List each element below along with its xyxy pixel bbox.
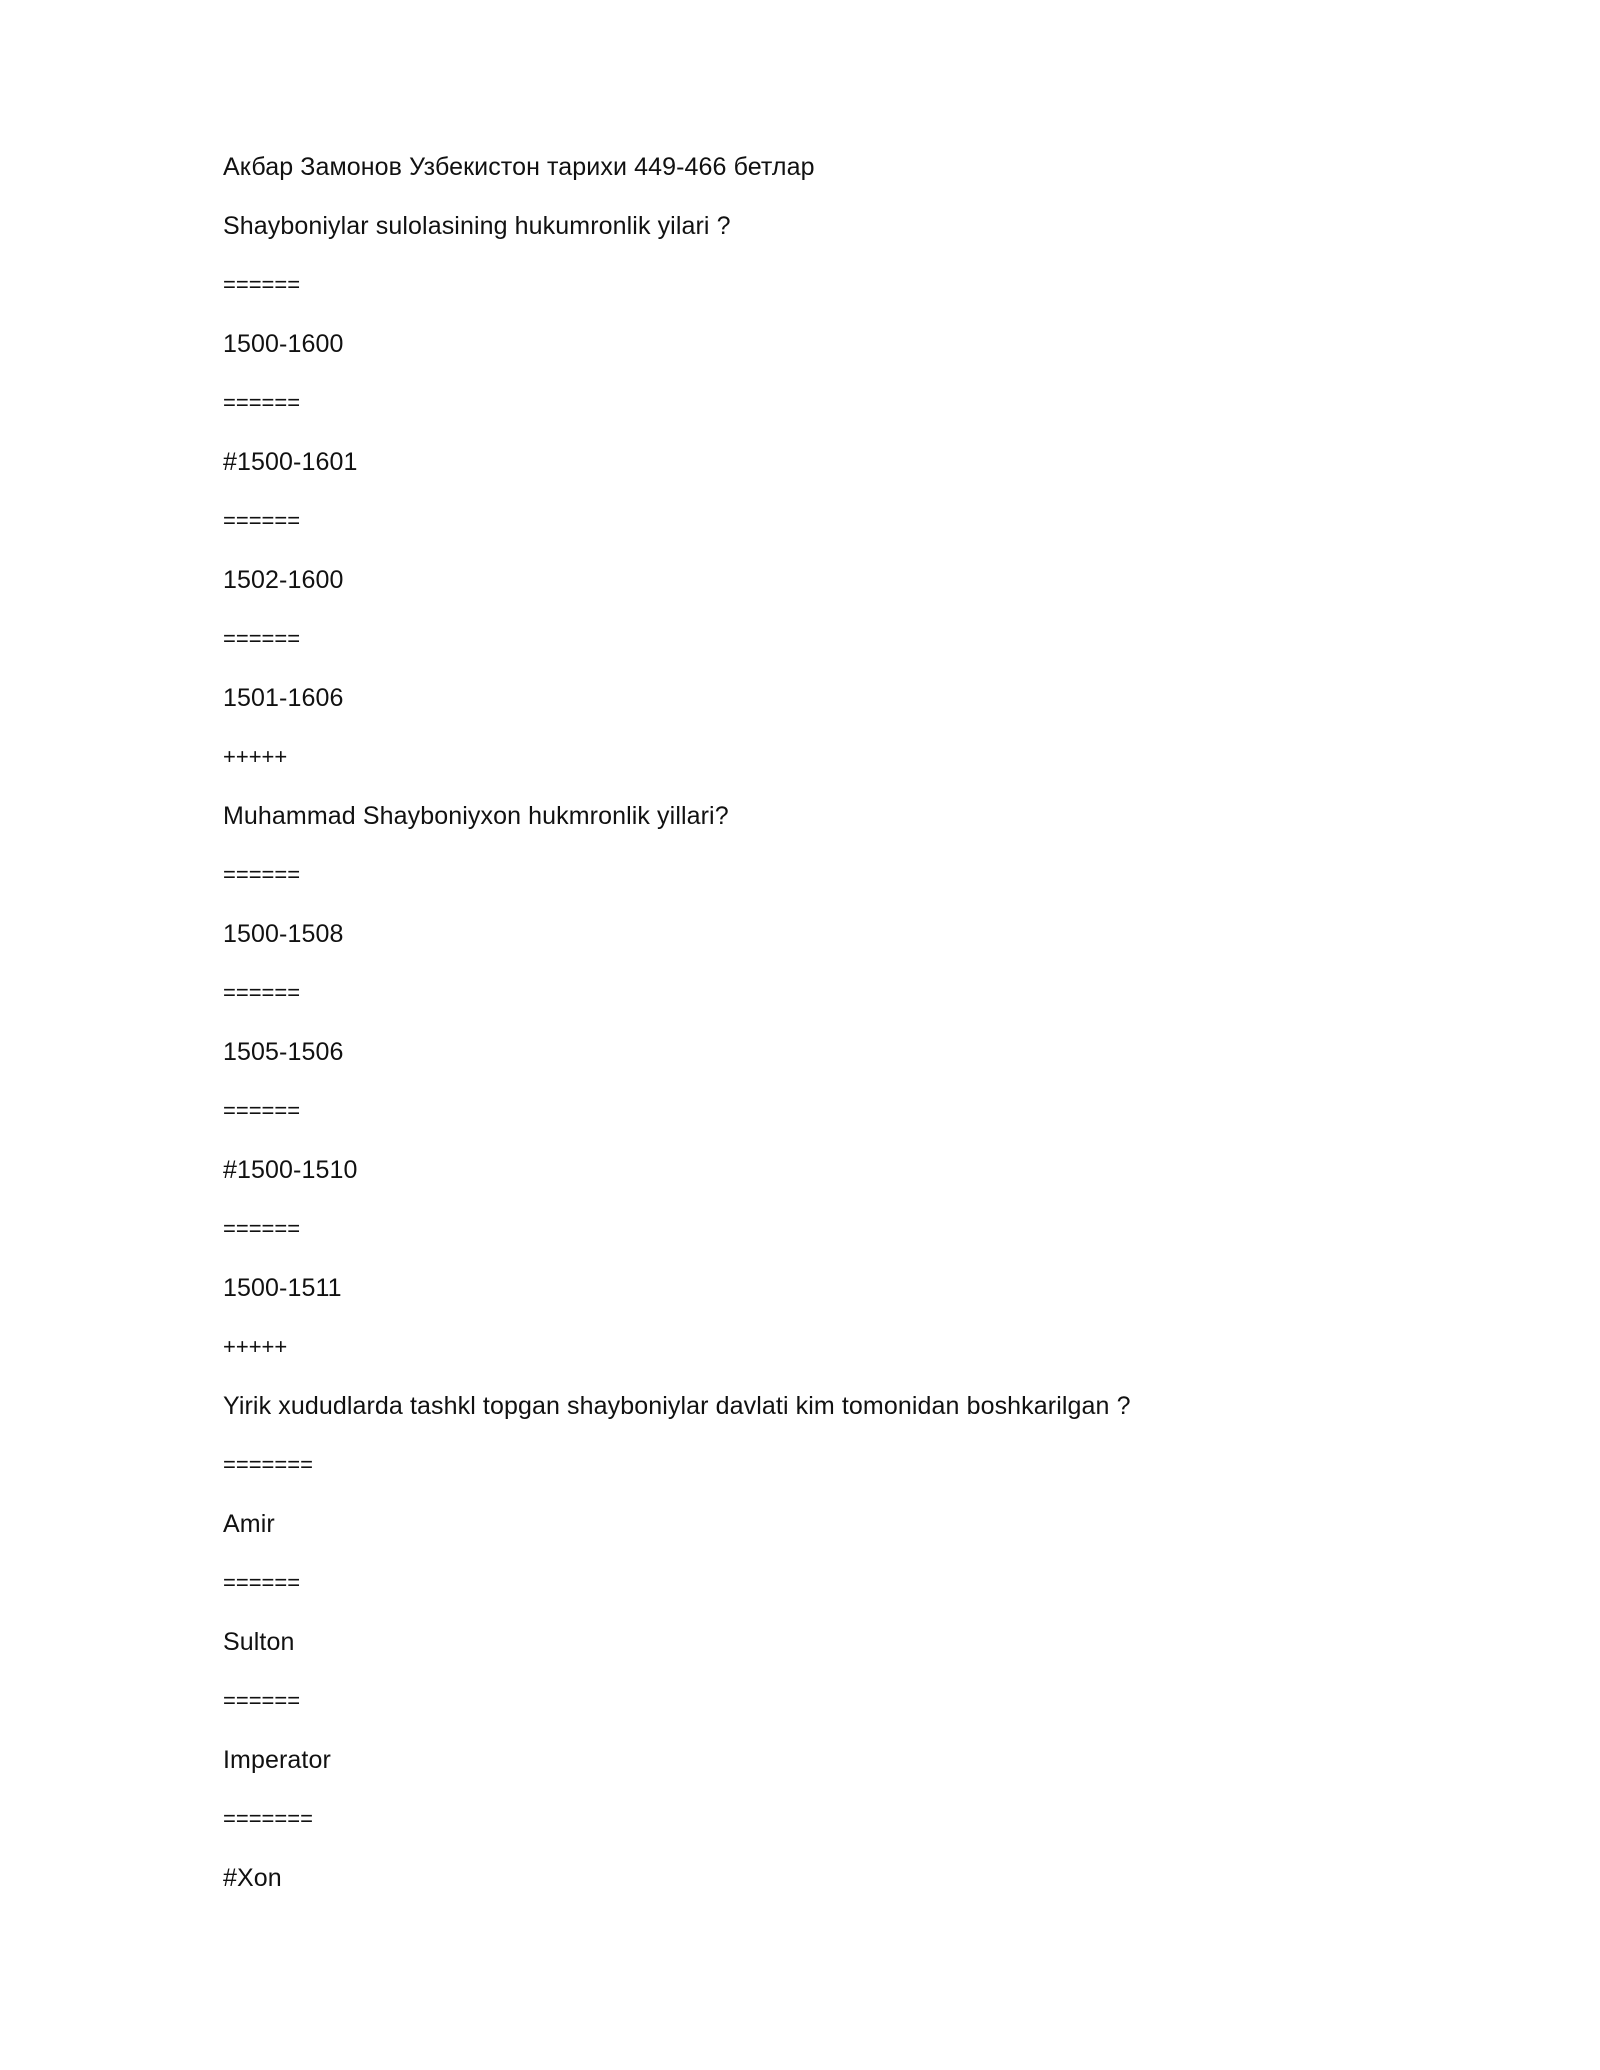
separator: ====== xyxy=(223,390,301,415)
question-separator: +++++ xyxy=(223,744,288,769)
document-body xyxy=(223,145,1473,1915)
answer-option: 1500-1508 xyxy=(223,920,344,948)
answer-option-correct: #1500-1601 xyxy=(223,448,358,476)
answer-option: Sulton xyxy=(223,1628,295,1656)
document-title: Акбар Замонов Узбекистон тарихи 449-466 бетлар xyxy=(223,153,815,181)
question-separator: +++++ xyxy=(223,1334,288,1359)
answer-option: 1500-1600 xyxy=(223,330,344,358)
answer-option: Imperator xyxy=(223,1746,331,1774)
answer-option: 1501-1606 xyxy=(223,684,344,712)
separator: ====== xyxy=(223,862,301,887)
separator: ====== xyxy=(223,272,301,297)
question-2: Muhammad Shayboniyxon hukmronlik yillari? xyxy=(223,802,729,830)
answer-option-correct: #Xon xyxy=(223,1864,282,1892)
question-3: Yirik xududlarda tashkl topgan shayboniylar davlati kim tomonidan boshkarilgan ? xyxy=(223,1392,1131,1420)
answer-option-correct: #1500-1510 xyxy=(223,1156,358,1184)
separator: ====== xyxy=(223,980,301,1005)
separator: ====== xyxy=(223,508,301,533)
separator: ====== xyxy=(223,1098,301,1123)
separator: ====== xyxy=(223,1570,301,1595)
separator: ======= xyxy=(223,1452,313,1477)
question-1: Shayboniylar sulolasining hukumronlik yilari ? xyxy=(223,212,731,240)
separator: ======= xyxy=(223,1806,313,1831)
answer-option: 1502-1600 xyxy=(223,566,344,594)
separator: ====== xyxy=(223,626,301,651)
separator: ====== xyxy=(223,1216,301,1241)
answer-option: 1500-1511 xyxy=(223,1274,342,1302)
separator: ====== xyxy=(223,1688,301,1713)
answer-option: Amir xyxy=(223,1510,275,1538)
answer-option: 1505-1506 xyxy=(223,1038,344,1066)
